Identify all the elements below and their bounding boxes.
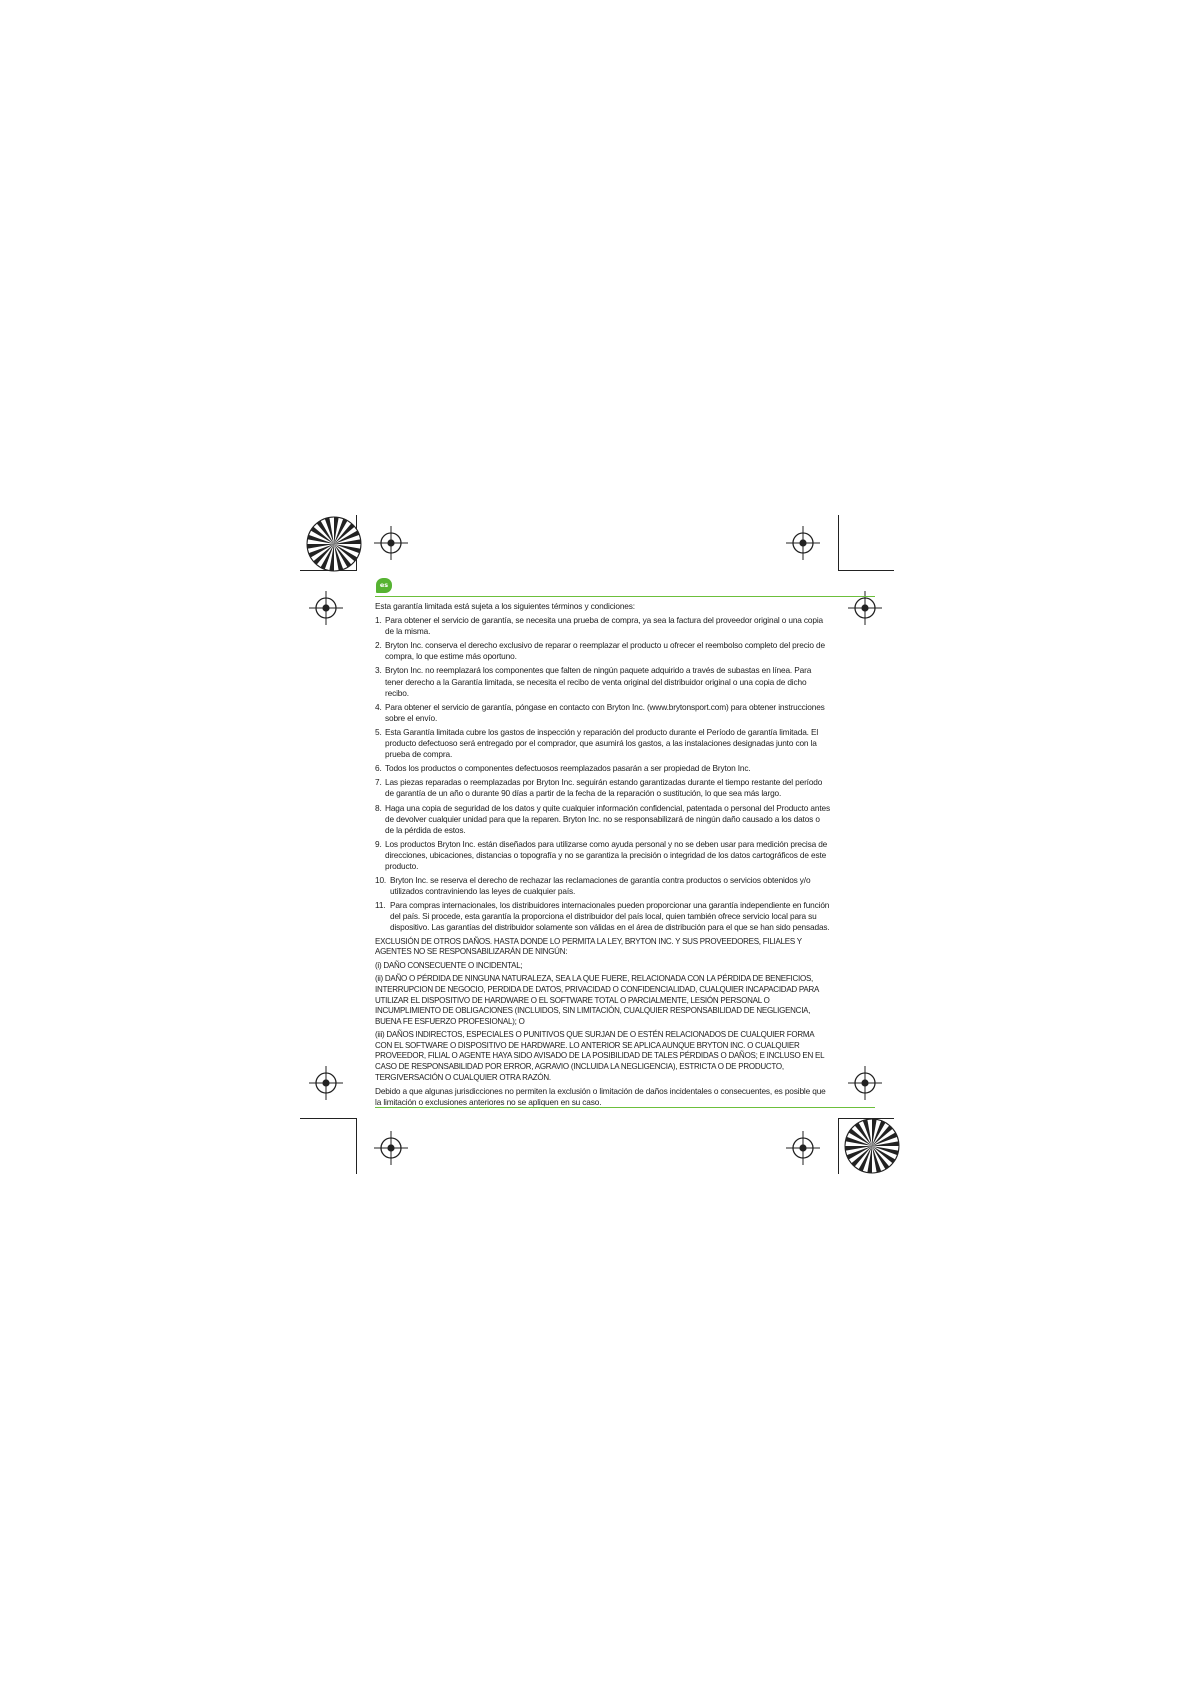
crop-mark-top-right-vertical [838, 515, 839, 571]
term-text: Todos los productos o componentes defectuosos reemplazados pasarán a ser propiedad de Bryton Inc. [385, 763, 751, 774]
term-text: Bryton Inc. se reserva el derecho de rechazar las reclamaciones de garantía contra productos o servicios obtenidos y/o utilizados contraviniendo las leyes de cualquier país. [390, 875, 811, 897]
exclusion-item-iii: (iii) DAÑOS INDIRECTOS, ESPECIALES O PUNITIVOS QUE SURJAN DE O ESTÉN RELACIONADOS DE CUALQUIER FORMA CON EL SOFTWARE O DISPOSITIVO DE HARDWARE. LO ANTERIOR SE APLICA AUNQUE BRYTON INC. O CUALQUIER PROVEEDOR, FILIAL O AGENTE HAYA SIDO AVISADO DE LA POSIBILIDAD DE TALES PÉRDIDAS O DAÑOS; E INCLUSO EN EL CASO DE RESPONSABILIDAD POR ERROR, AGRAVIO (INCLUIDA LA NEGLIGENCIA), ESTRICTA O DE PRODUCTO, TERGIVERSACIÓN O CUALQUIER OTRA RAZÓN. [375, 1030, 824, 1082]
crop-mark-bottom-left-horizontal [300, 1118, 356, 1119]
term-item [375, 615, 830, 637]
term-text: Para compras internacionales, los distribuidores internacionales pueden proporcionar una garantía independiente en función del país. Si procede, esta garantía la proporciona el distribuidor del país local, quien también ofrece servicio local para su dispositivo. Las garantías del distribuidor solamente son válidas en el área de distribución para el que se han sido pensadas. [390, 900, 830, 933]
term-number: 9. [375, 838, 382, 849]
term-number: 6. [375, 763, 382, 774]
exclusion-heading: EXCLUSIÓN DE OTROS DAÑOS. HASTA DONDE LO PERMITA LA LEY, BRYTON INC. Y SUS PROVEEDORES, FILIALES Y AGENTES NO SE RESPONSABILIZARÁN DE NINGÚN: [375, 936, 802, 957]
term-number: 4. [375, 701, 382, 712]
crop-mark-bottom-left-vertical [356, 1118, 357, 1174]
registration-target-icon [374, 1131, 408, 1165]
term-text: Haga una copia de seguridad de los datos y quite cualquier información confidencial, patentada o personal del Producto antes de devolver cualquier unidad para que la reparen. Bryton Inc. no se responsabilizará de ningún daño causado a los datos o de la pérdida de estos. [385, 802, 830, 835]
term-number: 2. [375, 640, 382, 651]
registration-target-icon [309, 1066, 343, 1100]
term-item [375, 875, 830, 897]
term-item [375, 777, 830, 799]
terms-list [375, 615, 830, 933]
term-item [375, 640, 830, 662]
term-number: 8. [375, 802, 382, 813]
term-item [375, 900, 830, 933]
exclusion-section [375, 937, 830, 1084]
term-text: Para obtener el servicio de garantía, se necesita una prueba de compra, ya sea la factura del proveedor original o una copia de la misma. [385, 615, 824, 637]
language-badge-icon: es [376, 578, 392, 593]
term-text: Bryton Inc. conserva el derecho exclusivo de reparar o reemplazar el producto u ofrecer el reembolso completo del precio de compra, lo que estime más oportuno. [385, 640, 825, 662]
warranty-terms-document [375, 601, 830, 1111]
registration-target-icon [374, 526, 408, 560]
registration-target-icon [786, 526, 820, 560]
registration-target-icon [309, 591, 343, 625]
term-item [375, 763, 830, 774]
bottom-divider [375, 1107, 875, 1108]
term-item [375, 665, 830, 698]
term-number: 1. [375, 615, 382, 626]
term-text: Las piezas reparadas o reemplazadas por Bryton Inc. seguirán estando garantizadas durante el tiempo restante del período de garantía de un año o durante 90 días a partir de la fecha de la reparación o sustitución, lo que sea más largo. [385, 777, 823, 799]
intro-text: Esta garantía limitada está sujeta a los siguientes términos y condiciones: [375, 601, 635, 611]
registration-target-icon [786, 1131, 820, 1165]
term-text: Bryton Inc. no reemplazará los componentes que falten de ningún paquete adquirido a través de subastas en línea. Para tener derecho a la Garantía limitada, se necesita el recibo de venta original del distribuidor original o una copia de dicho recibo. [385, 665, 812, 698]
term-text: Esta Garantía limitada cubre los gastos de inspección y reparación del producto durante el Período de garantía limitada. El producto defectuoso será entregado por el comprador, que asumirá los gastos, a las instalaciones designadas junto con la prueba de compra. [385, 726, 819, 760]
term-text: Para obtener el servicio de garantía, póngase en contacto con Bryton Inc. (www.brytonsport.com) para obtener instrucciones sobre el envío. [385, 701, 825, 723]
term-number: 11. [375, 900, 386, 911]
term-number: 5. [375, 726, 382, 737]
term-text: Los productos Bryton Inc. están diseñados para utilizarse como ayuda personal y no se deben usar para medición precisa de direcciones, ubicaciones, distancias o topografía y no se garantiza la precisión o integridad de los datos cartográficos de este producto. [385, 838, 828, 871]
term-number: 10. [375, 875, 387, 886]
top-divider [375, 596, 875, 597]
term-item [375, 803, 830, 836]
closing-text: Debido a que algunas jurisdicciones no permiten la exclusión o limitación de daños incidentales o consecuentes, es posible que la limitación o exclusiones anteriores no se apliquen en su caso. [375, 1086, 826, 1108]
term-item [375, 839, 830, 872]
registration-star-bottom-right-icon [844, 1118, 900, 1174]
term-number: 7. [375, 777, 382, 788]
exclusion-item-ii: (ii) DAÑO O PÉRDIDA DE NINGUNA NATURALEZA, SEA LA QUE FUERE, RELACIONADA CON LA PÉRDIDA DE BENEFICIOS, INTERRUPCION DE NEGOCIO, PERDIDA DE DATOS, PRIVACIDAD O CONFIDENCIALIDAD, CUALQUIER INCAPACIDAD PARA UTILIZAR EL DISPOSITIVO DE HARDWARE O EL SOFTWARE TOTAL O PARCIALMENTE, LESIÓN PERSONAL O INCUMPLIMIENTO DE OBLIGACIONES (INCLUIDOS, SIN LIMITACIÓN, CUALQUIER RESPONSABILIDAD DE NEGLIGENCIA, BUENA FE ESFUERZO PROFESIONAL); O [375, 974, 819, 1026]
term-item [375, 727, 830, 760]
crop-mark-top-right-horizontal [838, 570, 894, 571]
exclusion-item-i: (i) DAÑO CONSECUENTE O INCIDENTAL; [375, 960, 523, 970]
registration-target-icon [848, 1066, 882, 1100]
registration-star-top-left-icon [306, 516, 362, 572]
term-item [375, 702, 830, 724]
crop-mark-bottom-right-vertical [838, 1118, 839, 1174]
term-number: 3. [375, 665, 382, 676]
